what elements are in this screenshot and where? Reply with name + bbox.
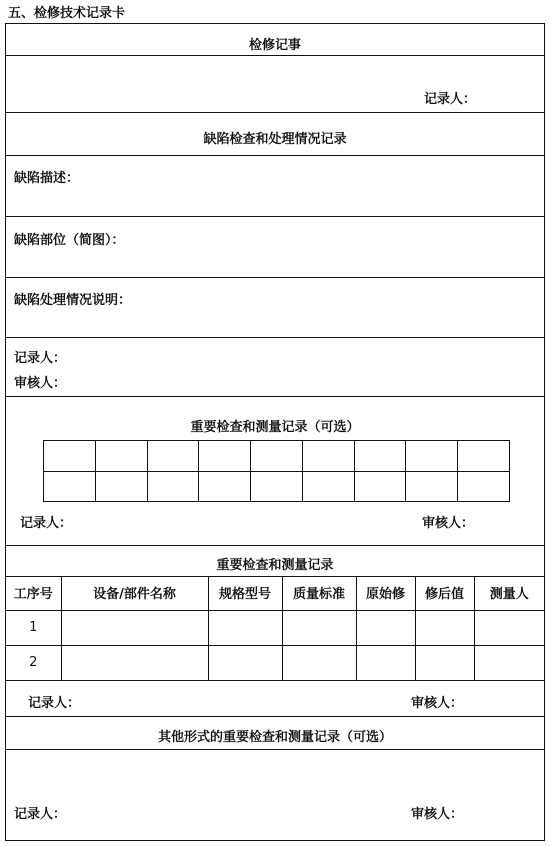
other-measure-header: 其他形式的重要检查和测量记录（可选） <box>157 730 392 745</box>
grid-cell <box>302 471 354 502</box>
table-cell <box>282 645 356 680</box>
divider <box>6 545 544 546</box>
table-cell <box>415 645 474 680</box>
grid-row <box>44 441 510 472</box>
grid-cell <box>147 441 199 472</box>
column-header: 设备/部件名称 <box>61 576 208 610</box>
divider <box>6 277 544 278</box>
table-cell <box>474 610 544 645</box>
grid-cell <box>95 441 147 472</box>
column-header: 修后值 <box>415 576 474 610</box>
grid-cell <box>458 441 510 472</box>
grid-cell <box>458 471 510 502</box>
table-row <box>6 645 544 680</box>
grid-cell <box>406 441 458 472</box>
table-cell <box>208 645 282 680</box>
table-cell <box>61 610 208 645</box>
table-cell <box>474 645 544 680</box>
grid-cell <box>44 441 96 472</box>
divider <box>6 155 544 156</box>
table-cell <box>61 645 208 680</box>
grid-row <box>44 471 510 502</box>
grid-cell <box>199 441 251 472</box>
divider <box>6 216 544 217</box>
divider <box>6 716 544 717</box>
measure-header-row <box>6 576 544 610</box>
grid-cell <box>406 471 458 502</box>
grid-cell <box>44 471 96 502</box>
document-title: 五、检修技术记录卡 <box>8 6 126 21</box>
grid-cell <box>147 471 199 502</box>
table-cell <box>282 610 356 645</box>
measure-reviewer-label: 审核人： <box>411 696 464 711</box>
divider <box>6 396 544 397</box>
grid-cell <box>354 471 406 502</box>
grid-cell <box>199 471 251 502</box>
other-reviewer-label: 审核人： <box>411 807 464 822</box>
defect-location-label: 缺陷部位（简图）： <box>14 233 125 248</box>
divider <box>6 337 544 338</box>
optional-recorder-label: 记录人： <box>20 516 73 531</box>
grid-cell <box>354 441 406 472</box>
grid-cell <box>251 471 303 502</box>
grid-cell <box>251 441 303 472</box>
optional-measure-header: 重要检查和测量记录（可选） <box>190 420 360 435</box>
measure-table <box>6 576 544 681</box>
column-header: 原始修 <box>356 576 415 610</box>
defect-reviewer-label: 审核人： <box>14 376 67 391</box>
column-header: 质量标准 <box>282 576 356 610</box>
divider <box>6 112 544 113</box>
table-row <box>6 610 544 645</box>
measure-section-header: 重要检查和测量记录 <box>216 558 334 573</box>
repair-notes-header: 检修记事 <box>248 38 301 53</box>
measure-recorder-label: 记录人： <box>28 696 81 711</box>
step-number-cell: 2 <box>6 645 61 680</box>
repair-recorder-label: 记录人： <box>424 92 477 107</box>
defect-description-label: 缺陷描述： <box>14 171 80 186</box>
optional-reviewer-label: 审核人： <box>422 516 475 531</box>
step-number-cell: 1 <box>6 610 61 645</box>
defect-recorder-label: 记录人： <box>14 351 67 366</box>
optional-measure-grid <box>43 440 510 502</box>
column-header: 测量人 <box>474 576 544 610</box>
table-cell <box>208 610 282 645</box>
table-cell <box>356 610 415 645</box>
other-recorder-label: 记录人： <box>14 807 67 822</box>
table-cell <box>415 610 474 645</box>
record-card-frame <box>5 23 545 841</box>
divider <box>6 749 544 750</box>
divider <box>6 55 544 56</box>
table-cell <box>356 645 415 680</box>
defect-handling-label: 缺陷处理情况说明： <box>14 293 132 308</box>
column-header: 工序号 <box>6 576 61 610</box>
grid-cell <box>95 471 147 502</box>
grid-cell <box>302 441 354 472</box>
defect-section-header: 缺陷检查和处理情况记录 <box>203 132 347 147</box>
column-header: 规格型号 <box>208 576 282 610</box>
